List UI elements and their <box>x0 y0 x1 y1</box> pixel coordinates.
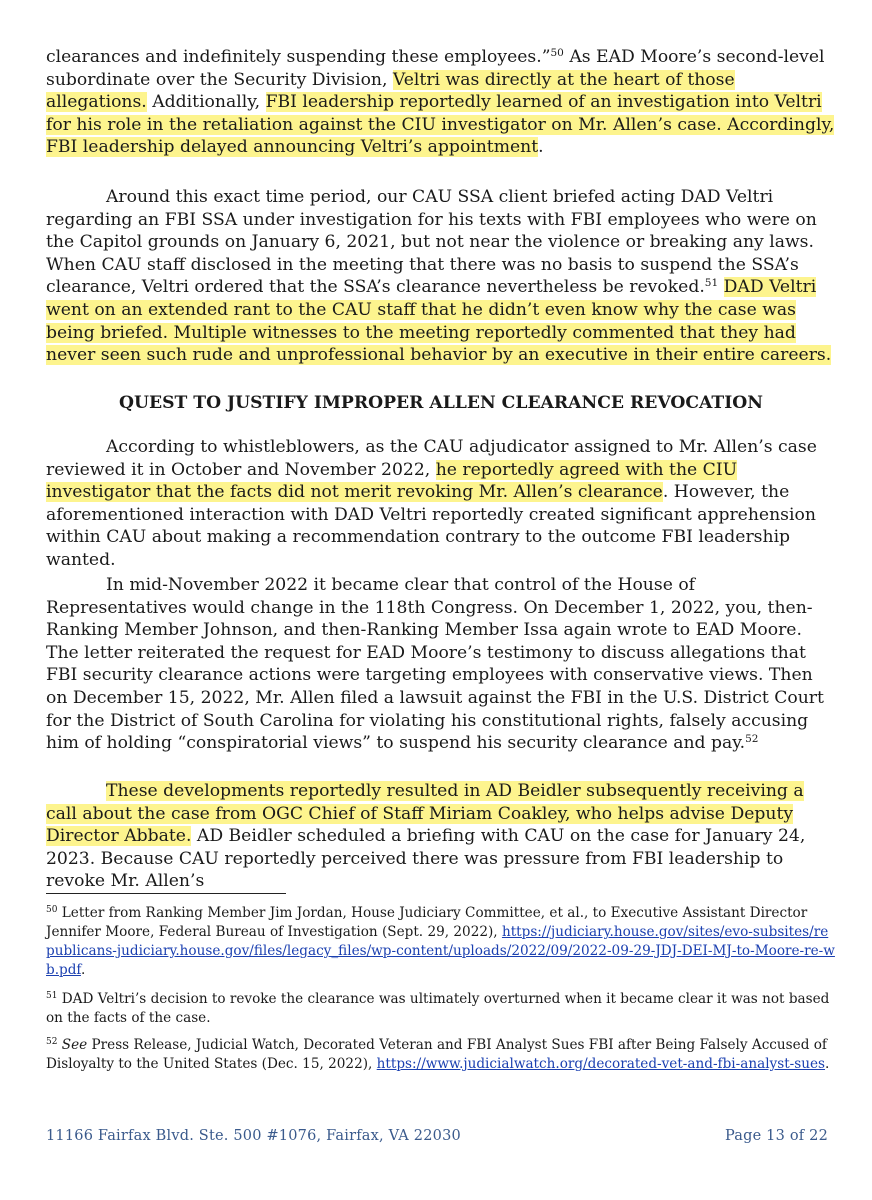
text-run: AD Beidler scheduled a briefing with CAU on the case for January 24, 2023. Because CAU reportedly perceived there was pressure from FBI leadership to revoke Mr. Allen’s <box>46 826 806 892</box>
text-run: Additionally, <box>146 92 266 113</box>
footnote-text: . <box>80 962 86 978</box>
footnote-text: . <box>825 1056 830 1072</box>
highlighted-text: DAD Veltri went on an extended rant to the CAU staff that he didn’t even know why the case was being briefed. Multiple witnesses to the meeting reportedly commented that they had never seen such rude and unprofessional behavior by an executive in their entire careers. <box>46 277 832 366</box>
text-run: In mid-November 2022 it became clear that control of the House of Representatives would change in the 118th Congress. On December 1, 2022, you, then-Ranking Member Johnson, and then-Ranking Member Issa again wrote to EAD Moore. The letter reiterated the request for EAD Moore’s testimony to discuss allegations that FBI security clearance actions were targeting employees with conservative views. Then on December 15, 2022, Mr. Allen filed a lawsuit against the FBI in the U.S. District Court for the District of South Carolina for violating his constitutional rights, falsely accusing him of holding “conspiratorial views” to suspend his security clearance and pay. <box>46 575 824 754</box>
footnote-ref-51[interactable]: 51 <box>704 277 719 290</box>
footnote-ref-50[interactable]: 50 <box>550 47 564 59</box>
footnote-link[interactable]: https://judiciary.house.gov/sites/evo-subsites/republicans-judiciary.house.gov/files/legacy_files/wp-content/uploads/2022/09/2022-09-29-JDJ-DEI-MJ-to-Moore-re-wb.pdf <box>46 924 835 978</box>
text-run: Around this exact time period, our CAU SSA client briefed acting DAD Veltri regarding an FBI SSA under investigation for his texts with FBI employees who were on the Capitol grounds on January 6, 2021, but not near the violence or breaking any laws. When CAU staff disclosed in the meeting that there was no basis to suspend the SSA’s clearance, Veltri ordered that the SSA’s clearance nevertheless be revoked. <box>46 187 817 298</box>
footnote-number: 51 <box>46 991 58 1001</box>
paragraph-house-control <box>46 574 836 755</box>
text-run: As EAD Moore’s second-level subordinate over the Security Division, <box>46 47 825 90</box>
footnote-text: Letter from Ranking Member Jim Jordan, House Judiciary Committee, et al., to Executive Assistant Director Jennifer Moore, Federal Bureau of Investigation (Sept. 29, 2022), <box>46 905 808 940</box>
footnote-ref-52[interactable]: 52 <box>745 733 759 746</box>
paragraph-cau-adjudicator <box>46 436 836 572</box>
highlighted-text: Veltri was directly at the heart of those allegations. <box>46 69 735 113</box>
footnote-text: Press Release, Judicial Watch, Decorated Veteran and FBI Analyst Sues FBI after Being Falsely Accused of Disloyalty to the United States (Dec. 15, 2022), <box>46 1037 827 1072</box>
paragraph-beidler-call <box>46 780 836 893</box>
text-run <box>718 277 723 297</box>
footnote-text: DAD Veltri’s decision to revoke the clearance was ultimately overturned when it became clear it was not based on the facts of the case. <box>46 991 830 1026</box>
highlighted-text: FBI leadership reportedly learned of an investigation into Veltri for his role in the retaliation against the CIU investigator on Mr. Allen’s case. Accordingly, FBI leadership delayed announcing Veltri’s appointment <box>46 92 835 158</box>
footnote-50 <box>46 904 836 980</box>
text-run: . However, the aforementioned interaction with DAD Veltri reportedly created significant apprehension within CAU about making a recommendation contrary to the outcome FBI leadership wanted. <box>46 482 816 570</box>
footnote-51 <box>46 990 836 1028</box>
page-number: Page 13 of 22 <box>724 1128 828 1144</box>
page-footer <box>46 1128 828 1144</box>
highlighted-text: These developments reportedly resulted in AD Beidler subsequently receiving a call about the case from OGC Chief of Staff Miriam Coakley, who helps advise Deputy Director Abbate. <box>46 781 804 847</box>
paragraph-cau-ssa-briefing <box>46 186 836 367</box>
section-heading: QUEST TO JUSTIFY IMPROPER ALLEN CLEARANCE REVOCATION <box>119 393 763 413</box>
footnote-link[interactable]: https://www.judicialwatch.org/decorated-vet-and-fbi-analyst-sues <box>376 1056 826 1072</box>
signal-word: See <box>61 1037 88 1053</box>
paragraph-veltri-allegations <box>46 46 836 159</box>
text-run: According to whistleblowers, as the CAU adjudicator assigned to Mr. Allen’s case reviewed it in October and November 2022, <box>46 437 817 480</box>
highlighted-text: he reportedly agreed with the CIU investigator that the facts did not merit revoking Mr. Allen’s clearance <box>46 459 738 503</box>
footer-address: 11166 Fairfax Blvd. Ste. 500 #1076, Fairfax, VA 22030 <box>46 1128 461 1144</box>
text-run: clearances and indefinitely suspending these employees.” <box>46 47 551 67</box>
footnote-divider <box>46 893 286 894</box>
text-run: . <box>538 137 544 158</box>
footnote-number: 50 <box>46 905 58 915</box>
footnote-52 <box>46 1036 836 1074</box>
footnote-number: 52 <box>46 1037 58 1047</box>
